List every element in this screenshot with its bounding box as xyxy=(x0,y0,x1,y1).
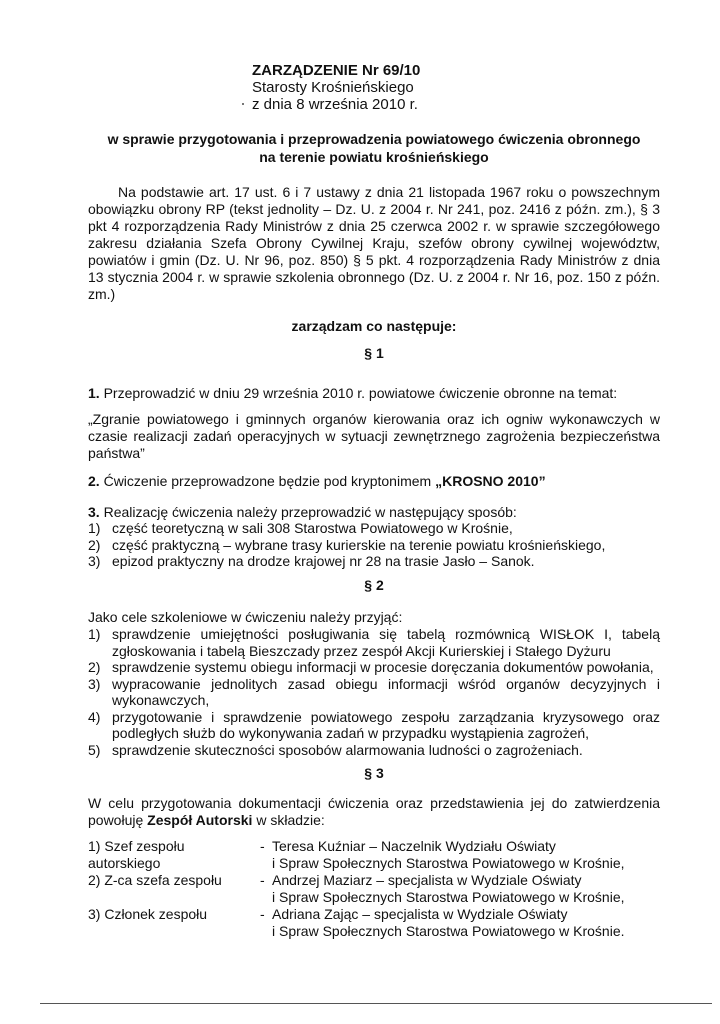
section-1-point-3 xyxy=(88,504,660,521)
point-text: Przeprowadzić w dniu 29 września 2010 r. powiatowe ćwiczenie obronne na temat: xyxy=(103,385,618,401)
exercise-parts-list xyxy=(88,520,660,570)
scan-speck xyxy=(242,103,244,105)
team-name: Zespół Autorski xyxy=(147,812,253,828)
member-unit: i Spraw Społecznych Starostwa Powiatowego w Krośnie. xyxy=(272,922,625,939)
point-text: Realizację ćwiczenia należy przeprowadzić w następujący sposób: xyxy=(103,504,517,520)
exercise-topic: „Zgranie powiatowego i gminnych organów kierowania oraz ich ogniw wykonawczych w czasie realizacji zadań operacyjnych w sytuacji zewnętrznego zagrożenia bezpieczeństwa państwa” xyxy=(88,411,660,461)
member-role: 3) Członek zespołu xyxy=(88,906,208,922)
footer-divider xyxy=(40,1003,712,1004)
section-2-heading: § 2 xyxy=(364,577,384,593)
list-item: 2) sprawdzenie systemu obiegu informacji w procesie doręczania dokumentów powołania, xyxy=(88,659,654,675)
list-item: 1) część teoretyczną w sali 308 Starostwa Powiatowego w Krośnie, xyxy=(88,520,513,536)
member-unit: i Spraw Społecznych Starostwa Powiatowego w Krośnie, xyxy=(272,888,625,905)
list-item: 3) wypracowanie jednolitych zasad obiegu informacji wśród organów decyzyjnych i wykonawczych, xyxy=(88,675,660,708)
training-goals-list xyxy=(88,626,660,758)
team-member: 3) Członek zespołu - Adriana Zając – specjalista w Wydziale Oświaty i Spraw Społecznych Starostwa Powiatowego w Krośnie. xyxy=(88,906,625,939)
member-role: 1) Szef zespołu autorskiego xyxy=(88,838,185,871)
team-member: 2) Z-ca szefa zespołu - Andrzej Maziarz – specjalista w Wydziale Oświaty i Spraw Społecznych Starostwa Powiatowego w Krośnie, xyxy=(88,872,625,905)
exercise-codename: „KROSNO 2010” xyxy=(435,473,546,489)
decree-heading: zarządzam co następuje: xyxy=(291,318,457,334)
section-3-intro: W celu przygotowania dokumentacji ćwiczenia oraz przedstawienia jej do zatwierdzenia powołuję Zespół Autorski w składzie: xyxy=(88,795,660,828)
member-role: 2) Z-ca szefa zespołu xyxy=(88,872,222,888)
subject-line-2: na terenie powiatu krośnieńskiego xyxy=(259,149,489,165)
point-number: 2. xyxy=(88,473,100,489)
subject-line-1: w sprawie przygotowania i przeprowadzenia powiatowego ćwiczenia obronnego xyxy=(107,131,641,147)
member-name: Andrzej Maziarz – specjalista w Wydziale Oświaty xyxy=(272,872,582,888)
point-text: Ćwiczenie przeprowadzone będzie pod kryptonimem xyxy=(103,473,432,489)
section-2-intro: Jako cele szkoleniowe w ćwiczeniu należy przyjąć: xyxy=(88,609,403,625)
section-3-heading: § 3 xyxy=(364,765,384,781)
decree-date: z dnia 8 września 2010 r. xyxy=(252,96,418,113)
list-item: 2) część praktyczną – wybrane trasy kurierskie na terenie powiatu krośnieńskiego, xyxy=(88,536,606,553)
member-name: Adriana Zając – specjalista w Wydziale Oświaty xyxy=(272,906,568,922)
list-item: 5) sprawdzenie skuteczności sposobów alarmowania ludności o zagrożeniach. xyxy=(88,741,583,758)
decree-issuer: Starosty Krośnieńskiego xyxy=(252,79,414,96)
team-members xyxy=(88,838,688,940)
section-1-point-1 xyxy=(88,385,660,402)
list-item: 4) przygotowanie i sprawdzenie powiatowego zespołu zarządzania kryzysowego oraz podległych służb do wykonywania zadań w przypadku wystąpienia zagrożeń, xyxy=(88,708,660,741)
member-name: Teresa Kuźniar – Naczelnik Wydziału Oświaty xyxy=(272,838,556,854)
team-member: 1) Szef zespołu autorskiego - Teresa Kuźniar – Naczelnik Wydziału Oświaty i Spraw Społecznych Starostwa Powiatowego w Krośnie, xyxy=(88,838,625,871)
preamble: Na podstawie art. 17 ust. 6 i 7 ustawy z dnia 21 listopada 1967 roku o powszechnym obowiązku obrony RP (tekst jednolity – Dz. U. z 2004 r. Nr 241, poz. 2416 z późn. zm.), § 3 pkt 4 rozporządzenia Rady Ministrów z dnia 25 czerwca 2002 r. w sprawie szczegółowego zakresu działania Szefa Obrony Cywilnej Kraju, szefów obrony cywilnej województw, powiatów i gmin (Dz. U. Nr 96, poz. 850) § 5 pkt. 4 rozporządzenia Rady Ministrów z dnia 13 stycznia 2004 r. w sprawie szkolenia obronnego (Dz. U. z 2004 r. Nr 16, poz. 150 z późn. zm.) xyxy=(88,184,660,302)
point-number: 1. xyxy=(88,385,100,401)
point-number: 3. xyxy=(88,504,100,520)
member-unit: i Spraw Społecznych Starostwa Powiatowego w Krośnie, xyxy=(272,854,625,871)
list-item: 1) sprawdzenie umiejętności posługiwania się tabelą rozmównicą WISŁOK I, tabelą zgłoskowania i tabelą Bieszczady przez zespół Akcji Kurierskiej i Stałego Dyżuru xyxy=(88,626,660,659)
section-1-heading: § 1 xyxy=(364,345,384,361)
list-item: 3) epizod praktyczny na drodze krajowej nr 28 na trasie Jasło – Sanok. xyxy=(88,553,535,569)
section-1-point-2 xyxy=(88,473,660,490)
decree-title: ZARZĄDZENIE Nr 69/10 xyxy=(252,62,421,79)
